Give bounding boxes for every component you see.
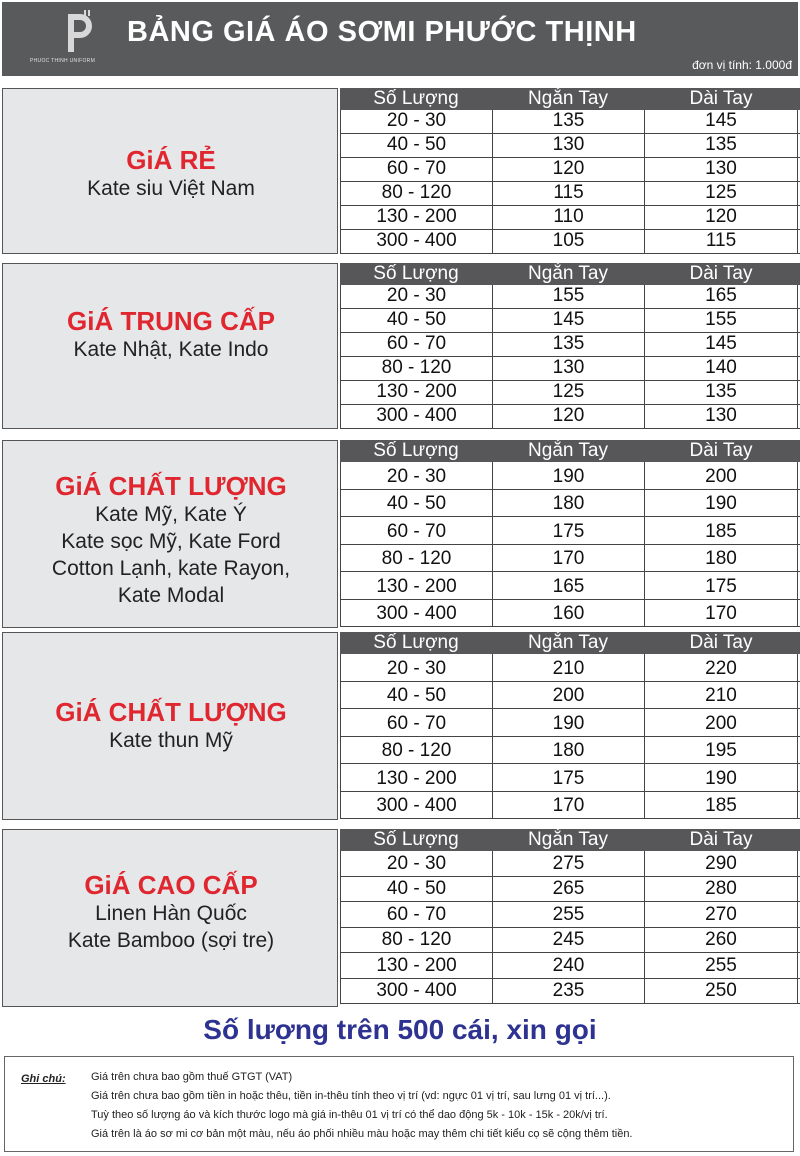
quantity-cell: 60 - 70 xyxy=(340,517,492,544)
long-sleeve-price: 190 xyxy=(644,764,798,791)
quantity-cell: 300 - 400 xyxy=(340,405,492,428)
page-title: BẢNG GIÁ ÁO SƠMI PHƯỚC THỊNH xyxy=(127,16,637,48)
short-sleeve-price: 130 xyxy=(492,357,644,380)
column-header: Số Lượng xyxy=(373,440,459,461)
short-sleeve-price: 190 xyxy=(492,709,644,736)
category-title: GiÁ RẺ xyxy=(126,145,216,175)
note-line: Giá trên chưa bao gồm tiền in hoặc thêu, tiền in-thêu tính theo vị trí (vd: ngực 01 vị trí, sau lưng 01 vị trí...). xyxy=(91,1090,611,1102)
long-sleeve-price: 180 xyxy=(644,545,798,572)
table-header xyxy=(340,263,800,285)
table-header xyxy=(340,829,800,851)
table-header xyxy=(340,88,800,110)
column-header: Ngắn Tay xyxy=(528,632,608,653)
column-header: Dài Tay xyxy=(689,88,753,109)
table-row xyxy=(340,764,800,792)
table-row xyxy=(340,902,800,928)
table-row xyxy=(340,462,800,490)
quantity-cell: 60 - 70 xyxy=(340,902,492,927)
table-row xyxy=(340,877,800,903)
fabric-description: Cotton Lạnh, kate Rayon, xyxy=(51,557,291,580)
logo-text: PHUOC THINH UNIFORM xyxy=(30,58,96,64)
long-sleeve-price: 200 xyxy=(644,462,798,489)
column-header: Số Lượng xyxy=(373,263,459,284)
short-sleeve-price: 255 xyxy=(492,902,644,927)
long-sleeve-price: 130 xyxy=(644,405,798,428)
fabric-description: Linen Hàn Quốc xyxy=(95,902,247,925)
table-header xyxy=(340,440,800,462)
quantity-cell: 300 - 400 xyxy=(340,792,492,819)
table-row xyxy=(340,600,800,628)
table-row xyxy=(340,572,800,600)
price-section xyxy=(2,88,798,254)
category-title: GiÁ CAO CẤP xyxy=(84,870,258,900)
table-row xyxy=(340,309,800,333)
long-sleeve-price: 145 xyxy=(644,110,798,133)
category-panel xyxy=(2,440,338,628)
table-row xyxy=(340,381,800,405)
price-section xyxy=(2,440,798,628)
category-info xyxy=(3,471,339,609)
long-sleeve-price: 165 xyxy=(644,285,798,308)
category-title: GiÁ TRUNG CẤP xyxy=(67,306,275,336)
category-title: GiÁ CHẤT LƯỢNG xyxy=(55,697,287,727)
logo xyxy=(30,10,120,66)
quantity-cell: 80 - 120 xyxy=(340,737,492,764)
category-info xyxy=(3,145,339,202)
price-section xyxy=(2,829,798,1007)
column-header: Ngắn Tay xyxy=(528,88,608,109)
column-header: Số Lượng xyxy=(373,829,459,850)
price-section xyxy=(2,632,798,820)
header-banner xyxy=(2,2,798,76)
table-row xyxy=(340,490,800,518)
quantity-cell: 130 - 200 xyxy=(340,764,492,791)
table-row xyxy=(340,851,800,877)
column-header: Dài Tay xyxy=(689,440,753,461)
quantity-cell: 40 - 50 xyxy=(340,134,492,157)
short-sleeve-price: 175 xyxy=(492,517,644,544)
short-sleeve-price: 175 xyxy=(492,764,644,791)
short-sleeve-price: 235 xyxy=(492,979,644,1004)
short-sleeve-price: 105 xyxy=(492,230,644,253)
long-sleeve-price: 195 xyxy=(644,737,798,764)
table-row xyxy=(340,654,800,682)
category-panel xyxy=(2,88,338,254)
long-sleeve-price: 115 xyxy=(644,230,798,253)
quantity-cell: 40 - 50 xyxy=(340,682,492,709)
table-row xyxy=(340,545,800,573)
short-sleeve-price: 155 xyxy=(492,285,644,308)
quantity-cell: 130 - 200 xyxy=(340,572,492,599)
short-sleeve-price: 125 xyxy=(492,381,644,404)
fabric-description: Kate Nhật, Kate Indo xyxy=(73,338,269,361)
quantity-cell: 80 - 120 xyxy=(340,182,492,205)
long-sleeve-price: 170 xyxy=(644,600,798,627)
quantity-cell: 130 - 200 xyxy=(340,206,492,229)
short-sleeve-price: 170 xyxy=(492,545,644,572)
long-sleeve-price: 155 xyxy=(644,309,798,332)
unit-note: đơn vị tính: 1.000đ xyxy=(692,58,792,72)
short-sleeve-price: 115 xyxy=(492,182,644,205)
table-row xyxy=(340,928,800,954)
short-sleeve-price: 180 xyxy=(492,737,644,764)
column-header: Ngắn Tay xyxy=(528,440,608,461)
column-header: Số Lượng xyxy=(373,88,459,109)
category-title: GiÁ CHẤT LƯỢNG xyxy=(55,471,287,501)
short-sleeve-price: 200 xyxy=(492,682,644,709)
quantity-cell: 40 - 50 xyxy=(340,877,492,902)
long-sleeve-price: 210 xyxy=(644,682,798,709)
quantity-cell: 130 - 200 xyxy=(340,953,492,978)
short-sleeve-price: 135 xyxy=(492,333,644,356)
short-sleeve-price: 110 xyxy=(492,206,644,229)
short-sleeve-price: 120 xyxy=(492,405,644,428)
quantity-cell: 80 - 120 xyxy=(340,928,492,953)
table-row xyxy=(340,953,800,979)
long-sleeve-price: 270 xyxy=(644,902,798,927)
short-sleeve-price: 145 xyxy=(492,309,644,332)
short-sleeve-price: 160 xyxy=(492,600,644,627)
column-header: Dài Tay xyxy=(689,263,753,284)
long-sleeve-price: 190 xyxy=(644,490,798,517)
quantity-cell: 20 - 30 xyxy=(340,654,492,681)
table-row xyxy=(340,357,800,381)
category-panel xyxy=(2,263,338,429)
quantity-cell: 20 - 30 xyxy=(340,462,492,489)
short-sleeve-price: 130 xyxy=(492,134,644,157)
short-sleeve-price: 210 xyxy=(492,654,644,681)
price-table xyxy=(340,440,800,627)
notes-label: Ghi chú: xyxy=(21,1073,66,1085)
quantity-cell: 60 - 70 xyxy=(340,709,492,736)
long-sleeve-price: 120 xyxy=(644,206,798,229)
bulk-order-callout: Số lượng trên 500 cái, xin gọi xyxy=(203,1014,597,1045)
short-sleeve-price: 135 xyxy=(492,110,644,133)
long-sleeve-price: 185 xyxy=(644,792,798,819)
column-header: Dài Tay xyxy=(689,829,753,850)
table-row xyxy=(340,405,800,429)
category-info xyxy=(3,870,339,954)
logo-p-icon xyxy=(60,10,96,54)
category-panel xyxy=(2,632,338,820)
long-sleeve-price: 200 xyxy=(644,709,798,736)
quantity-cell: 80 - 120 xyxy=(340,357,492,380)
price-section xyxy=(2,263,798,429)
note-line: Giá trên là áo sơ mi cơ bản một màu, nếu áo phối nhiều màu hoặc may thêm chi tiết kiểu cọ sẽ cộng thêm tiền. xyxy=(91,1128,633,1140)
quantity-cell: 300 - 400 xyxy=(340,600,492,627)
table-header xyxy=(340,632,800,654)
table-row xyxy=(340,230,800,254)
quantity-cell: 300 - 400 xyxy=(340,230,492,253)
table-row xyxy=(340,737,800,765)
long-sleeve-price: 130 xyxy=(644,158,798,181)
fabric-description: Kate thun Mỹ xyxy=(109,729,233,752)
long-sleeve-price: 255 xyxy=(644,953,798,978)
long-sleeve-price: 175 xyxy=(644,572,798,599)
quantity-cell: 80 - 120 xyxy=(340,545,492,572)
category-info xyxy=(3,306,339,363)
long-sleeve-price: 280 xyxy=(644,877,798,902)
table-row xyxy=(340,110,800,134)
long-sleeve-price: 250 xyxy=(644,979,798,1004)
long-sleeve-price: 125 xyxy=(644,182,798,205)
long-sleeve-price: 135 xyxy=(644,134,798,157)
notes-box xyxy=(4,1056,794,1152)
quantity-cell: 20 - 30 xyxy=(340,110,492,133)
table-row xyxy=(340,517,800,545)
table-row xyxy=(340,709,800,737)
price-table xyxy=(340,632,800,819)
long-sleeve-price: 140 xyxy=(644,357,798,380)
fabric-description: Kate siu Việt Nam xyxy=(87,177,255,200)
short-sleeve-price: 120 xyxy=(492,158,644,181)
table-row xyxy=(340,333,800,357)
table-row xyxy=(340,206,800,230)
table-row xyxy=(340,134,800,158)
fabric-description: Kate Bamboo (sợi tre) xyxy=(67,929,275,952)
long-sleeve-price: 290 xyxy=(644,851,798,876)
short-sleeve-price: 275 xyxy=(492,851,644,876)
short-sleeve-price: 190 xyxy=(492,462,644,489)
note-line: Tuỳ theo số lượng áo và kích thước logo mà giá in-thêu 01 vị trí có thể dao động 5k - 10k - 15k - 20k/vị trí. xyxy=(91,1109,608,1121)
price-table xyxy=(340,88,800,254)
long-sleeve-price: 185 xyxy=(644,517,798,544)
quantity-cell: 60 - 70 xyxy=(340,333,492,356)
long-sleeve-price: 135 xyxy=(644,381,798,404)
quantity-cell: 40 - 50 xyxy=(340,490,492,517)
column-header: Số Lượng xyxy=(373,632,459,653)
column-header: Ngắn Tay xyxy=(528,263,608,284)
short-sleeve-price: 180 xyxy=(492,490,644,517)
quantity-cell: 300 - 400 xyxy=(340,979,492,1004)
fabric-description: Kate Modal xyxy=(117,584,225,607)
short-sleeve-price: 245 xyxy=(492,928,644,953)
table-row xyxy=(340,682,800,710)
long-sleeve-price: 260 xyxy=(644,928,798,953)
quantity-cell: 20 - 30 xyxy=(340,851,492,876)
column-header: Dài Tay xyxy=(689,632,753,653)
short-sleeve-price: 240 xyxy=(492,953,644,978)
long-sleeve-price: 220 xyxy=(644,654,798,681)
short-sleeve-price: 165 xyxy=(492,572,644,599)
table-row xyxy=(340,182,800,206)
column-header: Ngắn Tay xyxy=(528,829,608,850)
note-line: Giá trên chưa bao gồm thuế GTGT (VAT) xyxy=(91,1071,293,1083)
short-sleeve-price: 170 xyxy=(492,792,644,819)
table-row xyxy=(340,285,800,309)
price-table xyxy=(340,829,800,1004)
category-panel xyxy=(2,829,338,1007)
category-info xyxy=(3,697,339,754)
fabric-description: Kate Mỹ, Kate Ý xyxy=(95,503,247,526)
quantity-cell: 40 - 50 xyxy=(340,309,492,332)
fabric-description: Kate sọc Mỹ, Kate Ford xyxy=(61,530,281,553)
quantity-cell: 60 - 70 xyxy=(340,158,492,181)
table-row xyxy=(340,158,800,182)
quantity-cell: 130 - 200 xyxy=(340,381,492,404)
short-sleeve-price: 265 xyxy=(492,877,644,902)
price-table xyxy=(340,263,800,429)
table-row xyxy=(340,979,800,1005)
long-sleeve-price: 145 xyxy=(644,333,798,356)
table-row xyxy=(340,792,800,820)
quantity-cell: 20 - 30 xyxy=(340,285,492,308)
